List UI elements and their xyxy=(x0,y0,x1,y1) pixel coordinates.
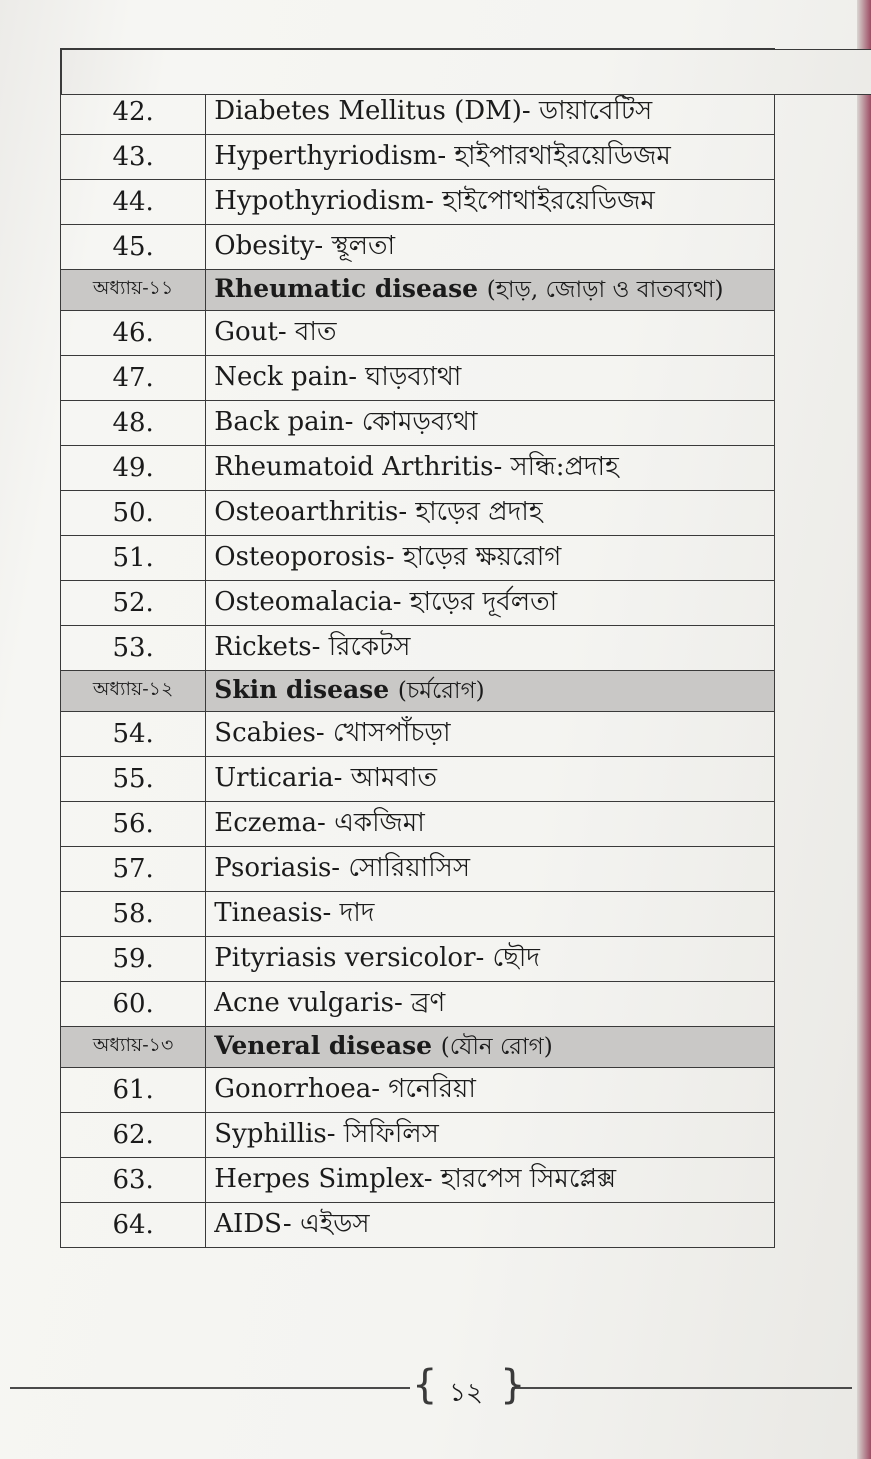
toc-entry-row xyxy=(61,1113,860,1158)
entry-title: Syphillis- সিফিলিস xyxy=(206,1113,775,1158)
toc-entry-row xyxy=(61,892,860,937)
entry-title: Gout- বাত xyxy=(206,311,775,356)
entry-title: Hyperthyriodism- হাইপারথাইরয়েডিজম xyxy=(206,135,775,180)
toc-entry-row xyxy=(61,225,860,270)
entry-number: 54. xyxy=(61,712,206,757)
entry-number: 44. xyxy=(61,180,206,225)
chapter-title-bn: (যৌন রোগ) xyxy=(440,1033,553,1060)
footer-rule-right xyxy=(512,1387,852,1389)
toc-entry-row xyxy=(61,311,860,356)
entry-number: 64. xyxy=(61,1203,206,1248)
chapter-title-en: Skin disease xyxy=(214,674,390,704)
toc-entry-row xyxy=(61,135,860,180)
toc-entry-row xyxy=(61,1158,860,1203)
left-brace-ornament: { xyxy=(412,1362,438,1408)
chapter-label: অধ্যায়-১১ xyxy=(61,270,206,311)
chapter-title-en: Veneral disease xyxy=(214,1030,433,1060)
entry-title: Acne vulgaris- ব্রণ xyxy=(206,982,775,1027)
entry-number: 60. xyxy=(61,982,206,1027)
entry-title: Gonorrhoea- গনেরিয়া xyxy=(206,1068,775,1113)
chapter-title xyxy=(206,1027,775,1068)
toc-entry-row xyxy=(61,1068,860,1113)
entry-number: 43. xyxy=(61,135,206,180)
entry-number: 53. xyxy=(61,626,206,671)
toc-entry-row xyxy=(61,90,860,135)
page-number: ১২ xyxy=(449,1378,483,1408)
entry-number: 46. xyxy=(61,311,206,356)
toc-entry-row xyxy=(61,982,860,1027)
chapter-header-row xyxy=(61,1027,860,1068)
toc-entry-row xyxy=(61,180,860,225)
entry-title: Psoriasis- সোরিয়াসিস xyxy=(206,847,775,892)
toc-entry-row xyxy=(61,446,860,491)
toc-entry-row xyxy=(61,401,860,446)
entry-title: Osteoarthritis- হাড়ের প্রদাহ xyxy=(206,491,775,536)
entry-number: 52. xyxy=(61,581,206,626)
toc-entry-row xyxy=(61,1203,860,1248)
entry-number: 63. xyxy=(61,1158,206,1203)
entry-title: Pityriasis versicolor- ছৌদ xyxy=(206,937,775,982)
entry-title: Urticaria- আমবাত xyxy=(206,757,775,802)
entry-number: 51. xyxy=(61,536,206,581)
entry-title: Obesity- স্থূলতা xyxy=(206,225,775,270)
chapter-title-bn: (হাড়, জোড়া ও বাতব্যথা) xyxy=(486,276,724,303)
entry-number: 55. xyxy=(61,757,206,802)
toc-entry-row xyxy=(61,712,860,757)
entry-title: Rheumatoid Arthritis- সন্ধি:প্রদাহ xyxy=(206,446,775,491)
chapter-title-bn: (চর্মরোগ) xyxy=(397,677,485,704)
entry-title: Osteomalacia- হাড়ের দূর্বলতা xyxy=(206,581,775,626)
entry-number: 58. xyxy=(61,892,206,937)
chapter-header-row xyxy=(61,671,860,712)
chapter-header-row xyxy=(61,270,860,311)
toc-entry-row xyxy=(61,356,860,401)
toc-entry-row xyxy=(61,536,860,581)
toc-entry-row xyxy=(61,757,860,802)
chapter-title xyxy=(206,270,775,311)
entry-title: Back pain- কোমড়ব্যথা xyxy=(206,401,775,446)
chapter-label: অধ্যায়-১৩ xyxy=(61,1027,206,1068)
toc-entry-row xyxy=(61,581,860,626)
entry-title: Diabetes Mellitus (DM)- ডায়াবেটিস xyxy=(206,90,775,135)
entry-title: AIDS- এইডস xyxy=(206,1203,775,1248)
entry-number: 61. xyxy=(61,1068,206,1113)
entry-title: Tineasis- দাদ xyxy=(206,892,775,937)
toc-entry-row xyxy=(61,847,860,892)
chapter-title-en: Rheumatic disease xyxy=(214,273,479,303)
right-brace-ornament: } xyxy=(500,1362,526,1408)
footer-rule-left xyxy=(10,1387,410,1389)
entry-number: 42. xyxy=(61,90,206,135)
entry-title: Eczema- একজিমা xyxy=(206,802,775,847)
entry-title: Scabies- খোসপাঁচড়া xyxy=(206,712,775,757)
toc-entry-row xyxy=(61,802,860,847)
entry-page-number xyxy=(61,49,871,95)
toc-entry-row xyxy=(61,626,860,671)
entry-number: 57. xyxy=(61,847,206,892)
chapter-label: অধ্যায়-১২ xyxy=(61,671,206,712)
entry-number: 48. xyxy=(61,401,206,446)
entry-number: 59. xyxy=(61,937,206,982)
entry-number: 49. xyxy=(61,446,206,491)
toc-entry-row xyxy=(61,491,860,536)
table-of-contents xyxy=(60,48,860,1248)
entry-number: 47. xyxy=(61,356,206,401)
entry-number: 45. xyxy=(61,225,206,270)
entry-title: Herpes Simplex- হারপেস সিমপ্লেক্স xyxy=(206,1158,775,1203)
entry-number: 62. xyxy=(61,1113,206,1158)
entry-title: Neck pain- ঘাড়ব্যাথা xyxy=(206,356,775,401)
entry-title: Osteoporosis- হাড়ের ক্ষয়রোগ xyxy=(206,536,775,581)
toc-entry-row xyxy=(61,937,860,982)
chapter-title xyxy=(206,671,775,712)
entry-number: 50. xyxy=(61,491,206,536)
entry-title: Rickets- রিকেটস xyxy=(206,626,775,671)
entry-number: 56. xyxy=(61,802,206,847)
entry-title: Hypothyriodism- হাইপোথাইরয়েডিজম xyxy=(206,180,775,225)
